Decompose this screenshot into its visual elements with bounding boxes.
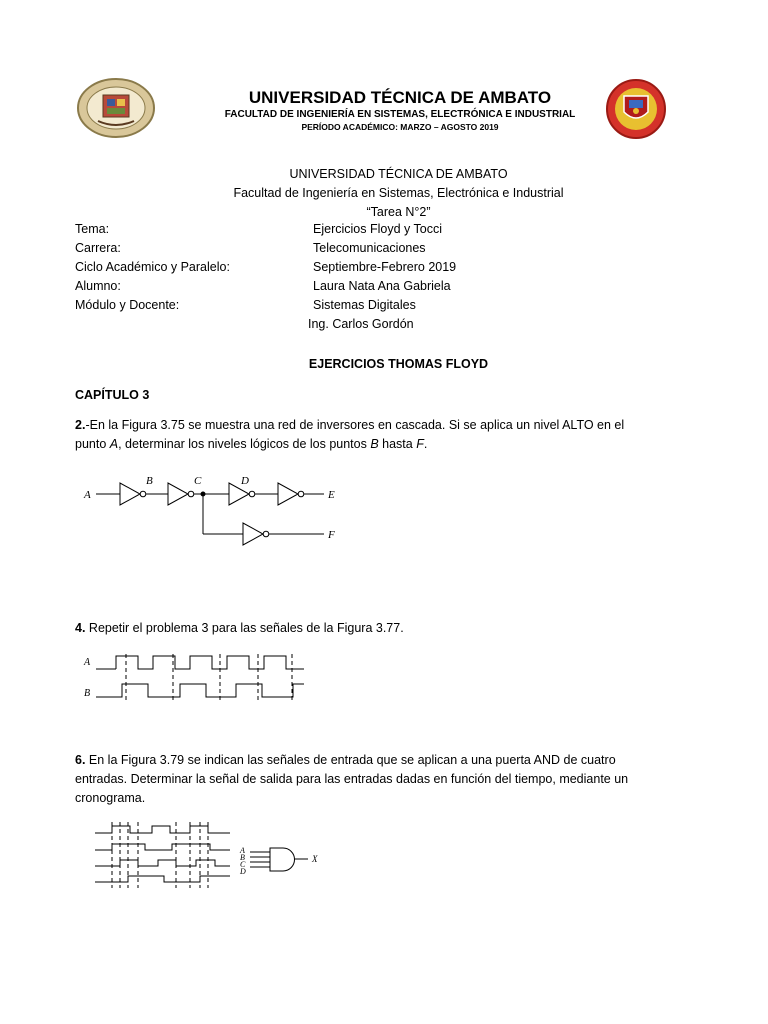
figure-label-b: B (146, 475, 153, 487)
gate-input-a: A (240, 846, 245, 855)
problem-6-text: 6. En la Figura 3.79 se indican las señales de entrada que se aplican a una puerta AND de cuatro entradas. Determinar la señal de salida para las entradas dadas en función del tiempo, mediante un cronograma. (75, 753, 629, 805)
info-value: Ing. Carlos Gordón (308, 317, 414, 331)
info-label: Tema: (75, 222, 110, 236)
title-homework: “Tarea N°2” (366, 205, 431, 219)
title-faculty: Facultad de Ingeniería en Sistemas, Electrónica e Industrial (233, 186, 564, 200)
header-university: UNIVERSIDAD TÉCNICA DE AMBATO (248, 88, 552, 107)
info-label: Alumno: (75, 279, 121, 293)
info-value: Ejercicios Floyd y Tocci (313, 222, 442, 236)
figure-3-79-and-gate-inputs (90, 822, 330, 897)
section-title: EJERCICIOS THOMAS FLOYD (308, 357, 489, 371)
gate-input-b: B (240, 853, 245, 862)
gate-input-c: C (240, 860, 246, 869)
title-university: UNIVERSIDAD TÉCNICA DE AMBATO (289, 167, 508, 181)
info-label: Módulo y Docente: (75, 298, 180, 312)
problem-number: 4. (75, 621, 86, 635)
waveform-label-b: B (84, 688, 91, 699)
figure-label-f: F (328, 529, 335, 541)
university-seal-left (76, 77, 156, 139)
figure-label-c: C (194, 475, 202, 487)
figure-3-75-inverter-chain (78, 470, 358, 550)
header-faculty: FACULTAD DE INGENIERÍA EN SISTEMAS, ELECTRÓNICA E INDUSTRIAL (224, 109, 576, 120)
figure-label-e: E (328, 489, 335, 501)
header-period: PERÍODO ACADÉMICO: MARZO – AGOSTO 2019 (301, 122, 499, 132)
info-value: Septiembre-Febrero 2019 (313, 260, 457, 274)
gate-output-x: X (312, 854, 318, 864)
info-label: Ciclo Académico y Paralelo: (75, 260, 230, 274)
info-value: Laura Nata Ana Gabriela (313, 279, 451, 293)
problem-number: 6. (75, 753, 86, 767)
figure-3-77-waveforms (78, 650, 308, 710)
gate-input-d: D (240, 867, 246, 876)
info-value: Sistemas Digitales (313, 298, 416, 312)
figure-label-a: A (84, 489, 91, 501)
chapter-title: CAPÍTULO 3 (75, 388, 150, 402)
figure-label-d: D (241, 475, 249, 487)
info-label: Carrera: (75, 241, 121, 255)
waveform-label-a: A (84, 657, 91, 668)
problem-4-text: 4. Repetir el problema 3 para las señales de la Figura 3.77. (75, 621, 404, 635)
problem-2-text: 2.-En la Figura 3.75 se muestra una red de inversores en cascada. Si se aplica un nivel ALTO en el punto A, determinar los niveles lógicos de los puntos B hasta F. (75, 418, 625, 451)
info-value: Telecomunicaciones (313, 241, 426, 255)
problem-number: 2. (75, 418, 86, 432)
